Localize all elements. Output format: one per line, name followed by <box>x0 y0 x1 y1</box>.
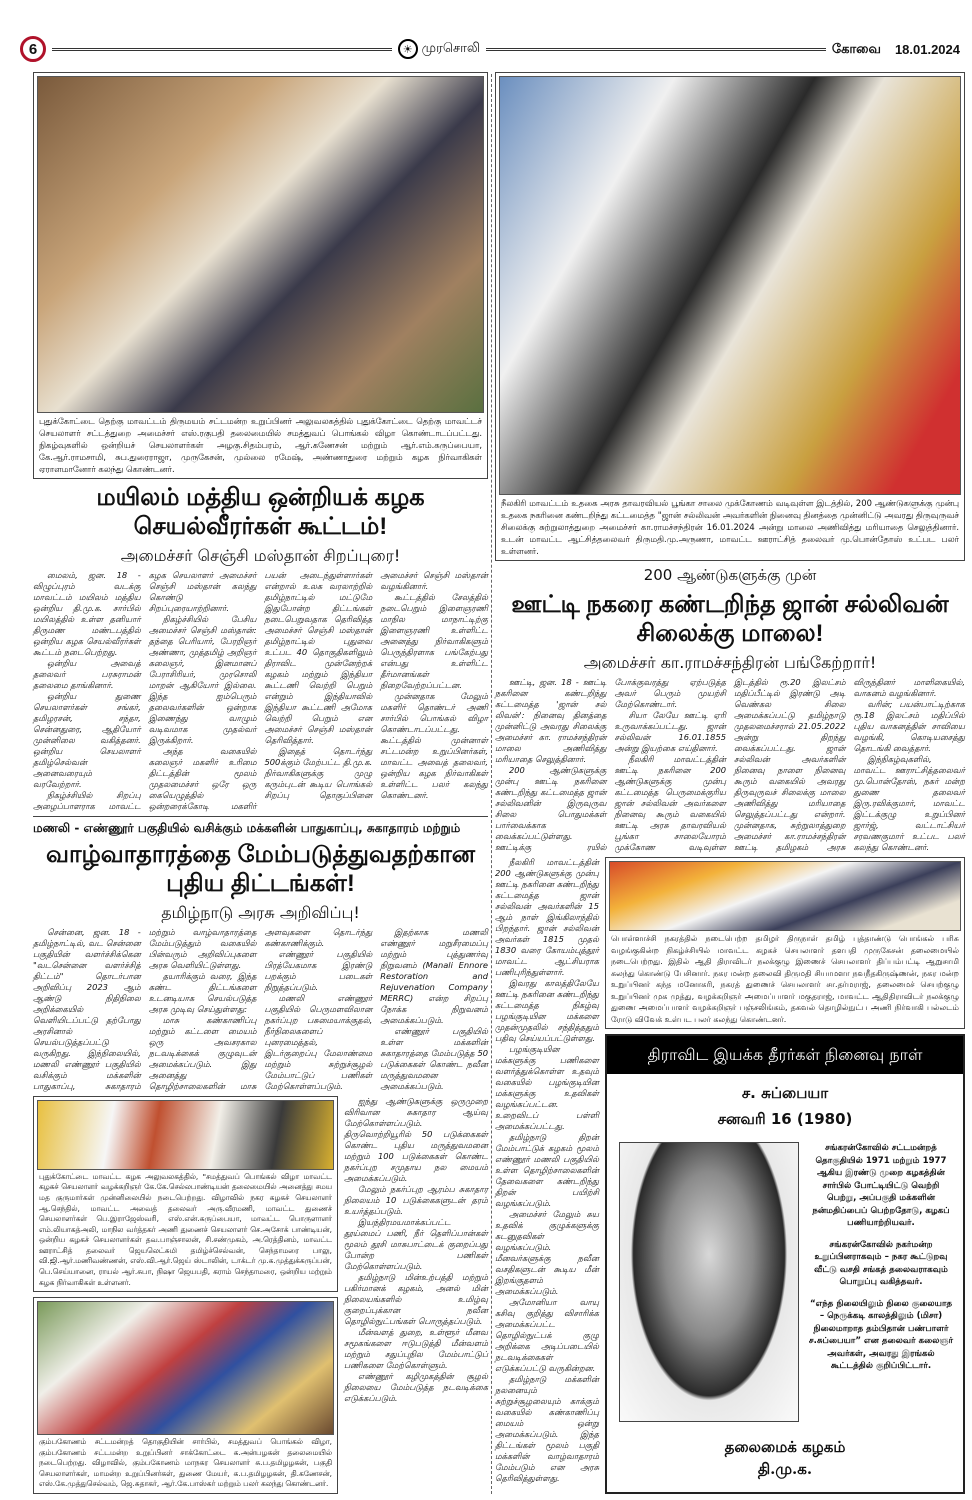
paragraph: மீன்வளத் துறை, உள்ளூர் மீனவ சமூகங்களை ஈடுபடுத்தி மீன்வளம் மற்றும் சதுப்புநில மேம்பாட்டுப் பணிகளை மேற்கொள்ளும். <box>344 1326 488 1370</box>
photo-box-john-sullivan <box>495 72 965 561</box>
memorial-text <box>807 1142 955 1422</box>
paragraph: ஊட்டி, ஜன. 18 - ஊட்டி நகரினை கண்டறிந்து கட்டமைத்த 'ஜான் சல் லிவன்': நினைவு தினத்தை முன்னிட்டு அவரது சிலைக்கு அமைச்சர் கா. ராமச்சந்திரன் மாலை அணிவித்து மரியாதை செலுத்தினார். <box>495 677 607 764</box>
paragraph: தயாரிக்கும் வரை, இந்த கண்ட திட்டங்களை உடனடியாக செயல்படுத்த அரசு முடிவு செய்துள்ளது: <box>148 970 257 1014</box>
photo-box-pongal-pudukkottai <box>33 72 488 479</box>
subheadline: அமைச்சர் கா.ராமச்சந்திரன் பங்கேற்றார்! <box>583 653 877 672</box>
paragraph: வரின்; பயன்பாட்டிற்காக ரூ.18 இலட்சம் மதிப்பில் புதிய வாகனத்தின் சாவியை வழங்கி, கொடியசைத்து தொடங்கி வைத்தார். <box>853 699 965 753</box>
paragraph: இவரது காலத்திலேயே ஊட்டி நகரினை கண்டறிந்து கட்டமைத்த நிகழ்வு பழங்குடியின மக்களை முதன்முதலில் சந்தித்ததும் பதிவு செய்யப்பட்டுள்ளது. <box>495 978 599 1043</box>
page-header <box>20 34 960 64</box>
article-continuation <box>344 1096 488 1495</box>
photo-caption: நீலகிரி மாவட்டம் உதகை அரசு தாவரவியல் பூங்கா சாலை முக்கோணம் வடிவுள்ள இடத்தில், 200 ஆண்டுகளுக்கு முன்பு உதகை நகரினை கண்டறிந்து கட்டமைத்த "ஜான் சல்லிவன் அவர்களின் நினைவு தினத்தை முன்னிட்டு அவரது திருவுருவச் சிலைக்கு சுற்றுலாத்துறை அமைச்சர் கா.ராமச்சந்திரன் 16.01.2024 அன்று மாலை அணிவித்து மரியாதை செலுத்தினார். உடன் மாவட்ட ஆட்சித்தலைவர் திருமதி.மு.அருணா, மாவட்ட ஊராட்சித் தலைவர் மு.பொன்தோஸ் உட்பட பலர் உள்ளனர். <box>501 498 959 556</box>
paragraph: 200 ஆண்டுகளுக்கு முன்பு ஊட்டி நகரினை கண்டறிந்து கட்டமைத்த ஜான் சல்லிவனின் இருவுருவ சிலை பொதுமக்கள் பார்வைக்காக வைக்கப்பட்டுள்ளது. ஊட்டிக்கு ரயில் போக்குவரத்து ஏற்படுத்த அவர் பெரும் முயற்சி மேற்கொண்டார். <box>495 677 726 852</box>
paragraph: நீலகிரி மாவட்டத்தின் 200 ஆண்டுகளுக்கு முன்பு ஊட்டி நகரினை கண்டறிந்து கட்டமைத்த ஜான் சல்லிவன் அவர்களின் 15 ஆம் நாள் இங்கிலாந்தில் பிறந்தார். ஜான் சல்லிவன் அவர்கள் 1815 முதல் 1830 வரை கோயம்புத்தூர் மாவட்ட ஆட்சியராக பணிபுரிந்துள்ளார். <box>495 857 599 977</box>
right-column <box>495 72 965 1494</box>
memorial-box <box>605 1034 965 1494</box>
paragraph: நிகழ்ச்சியில் பேசிய அமைச்சர் செஞ்சி மஸ்தான்: தந்தை பெரியார், பேரறிஞர் அண்ணா, முத்தமிழ் அறிஞர் கலைஞர், இனமானப் பேராசிரியர், முரசொலி மாறன் ஆகியோர் இல்லை. இந்த ஐம்பெரும் தலைவர்களின் ஒன்றாக இணைந்து வாழும் வடிவமாக முதல்வர் இருக்கிறார். <box>148 613 257 745</box>
news-photo <box>37 76 484 413</box>
paragraph: இயந்திரமயமாக்கப்பட்ட தூய்மைப் பணி, நீர் தெளிப்பான்கள் மூலம் தூசி மாசுபாட்டைக் குறைப்பது போன்ற பணிகள் மேற்கொள்ளப்படும். <box>344 1216 488 1271</box>
headline: வாழ்வாதாரத்தை மேம்படுத்துவதற்கான புதிய திட்டங்கள்! <box>45 840 476 897</box>
memorial-name: ச. சுப்பையா <box>741 1084 829 1102</box>
news-photo <box>499 76 961 495</box>
paragraph: மாசு கண்காணிப்பு மற்றும் கட்டளை மையம் ஒரு அவசரகால நடவடிக்கைக் குழுவுடன் அமைக்கப்படும். இது அனைத்து தொழிற்சாலைகளின் மாசு அளவுகளை தொடர்ந்து கண்காணிக்கும். <box>148 926 373 1091</box>
paragraph: சென்னை, ஜன. 18 - தமிழ்நாட்டில், வட சென்னை பகுதியின் வளர்ச்சிக்கென "வடசென்னை வளர்ச்சித் திட்டம்" தொடர்பான அறிவிப்பு 2023 ஆம் ஆண்டு நிதிநிலை அறிக்கையில் வெளியிடப்பட்டு தற்போது அரசினால் செயல்படுத்தப்பட்டு வருகிறது. இந்நிலையில், மணலி எண்ணூர் பகுதியில் வசிக்கும் மக்களின் பாதுகாப்பு, சுகாதாரம் மற்றும் வாழ்வாதாரத்தை மேம்படுத்தும் வகையில் பின்வரும் அறிவிப்புகளை அரசு வெளியிட்டுள்ளது. <box>33 926 257 1091</box>
edition: கோவை <box>831 40 881 56</box>
paragraph: நிகழ்ச்சியில் சிறப்பு அழைப்பாளராக மாவட்ட கழக செயலாளர் அமைச்சர் செஞ்சி மஸ்தான் கலந்து கொண்டு சிறப்புரையாற்றினார். <box>33 569 257 811</box>
divider <box>486 48 826 51</box>
photo-caption: பொள்ளாச்சி நகரத்தில் நடைபெற்ற தமிழர் திருநாள் தமிழ் புத்தாண்டு பொங்கல் பரிசு வழங்குகின்ற நிகழ்ச்சியில் மாவட்ட கழகச் செயலாளர் தளபதி முருகேசன் தலைமையில் நடைபெற்றது. இதில் ஆதி திராவிடர் நலக்குழு இணைச் செயலாளர் திப்பம்பட்டி ஆறுசாமி கலந்து கொண்டு பேசினார். நகர மன்ற தலைவி திருமதி சியாமளா நவநீதகிருஷ்ணன், நகர மன்ற உறுப்பினர் கந்த மனோகரி, நகரத் துணைச் செயலாளர் சா.தர்மராஜ், தலைமைச் செயற்குழு உறுப்பினர் முக முத்து, வழக்கறிஞர் அமைப்பாளர் மகுதராஜ், மாவட்ட ஆதிதிராவிடர் நலக்குழு துணை அமைப்பாளர் வழக்கறிஞர் பஞ்சலிங்கம், தகவல் தொழில்நுட்ப அணி நிர்வாகி பல்லடம் ரோடு விவேக் உள்பட பலர் கலந்து கொண்டனர். <box>611 934 959 1024</box>
column-divider <box>491 74 492 1494</box>
paragraph: நீலகிரி மாவட்டத்தின் ஊட்டி நகரினை 200 ஆண்டுகளுக்கு முன்பு கட்டமைத்த பெருமைக்குரிய ஜான் சல்லிவன் அவர்களை நினைவு கூரும் வகையில் ஊட்டி அரசு தாவரவியல் பூங்கா சாலையோரம் முக்கோண வடிவுள்ள இடத்தில் ரூ.20 இலட்சம் மதிப்பீட்டில் இரண்டு அடி வெண்கல சிலை அமைக்கப்பட்டு தமிழ்நாடு முதலமைச்சரால் 21.05.2022 அன்று திறந்து வைக்கப்பட்டது. ஜான் சல்லிவன் அவர்களின் நினைவு நாளை நினைவு கூரும் வகையில் அவரது திருவுருவச் சிலைக்கு மாலை அணிவித்து மரியாதை செலுத்தப்பட்டது என்றார். முன்னதாக, சுற்றுலாத்துறை அமைச்சர் கா.ராமச்சந்திரன் ஊட்டி தமிழகம் அரசு விருந்தினர் மாளிகையில், வாகனம் வழங்கினார். <box>614 677 965 852</box>
subheadline: அமைச்சர் செஞ்சி மஸ்தான் சிறப்புரை! <box>120 545 401 565</box>
divider <box>52 48 392 51</box>
bottom-right-section <box>495 857 965 1494</box>
photo-caption: கும்பகோணம் சட்டமன்றத் தொகுதியின் சார்பில், சமத்துவப் பொங்கல் விழா, கும்பகோணம் சட்டமன்ற உறுப்பினர் சாக்கோட்டை க.அன்பழகன் தலைமையில் நடைபெற்றது. விழாவில், கும்பகோணம் மாநகர செயலாளர் சு.ப.தமிழழகன், பகுதி செயலாளர்கள், மாமன்ற உறுப்பினர்கள், துணை மேயர், க.ப.தமிழழகன், தி.கணேசன், எஸ்.கே.முத்துசெல்வம், ஜெ.சுதாகர், ஆர்.கே.பாஸ்கர் மற்றும் பலர் கலந்து கொண்டனர். <box>39 1437 332 1489</box>
article-continuation <box>495 857 599 1494</box>
paragraph: ஐந்து ஆண்டுகளுக்கு ஒருமுறை விரிவான சுகாதார ஆய்வு மேற்கொள்ளப்படும். திருவொற்றியூரில் 50 படுக்கைகள் கொண்ட புதிய மருத்துவமனை மற்றும் 100 படுக்கைகள் கொண்ட நகர்ப்புற சமுதாய நல மையம் அமைக்கப்படும். <box>344 1095 488 1183</box>
paragraph: தமிழ்நாடு மின்உற்பத்தி மற்றும் பகிர்மானக் கழகம், அனல் மின் நிலையங்களில் உமிழ்வு குறைப்புக்கான நவீன தொழில்நுட்பங்கள் பொருத்தப்படும். <box>344 1271 488 1326</box>
memorial-date: சனவரி 16 (1980) <box>717 1110 853 1128</box>
paragraph: அமோனியா வாயு கசிவு குறித்து விசாரிக்க அமைக்கப்பட்ட தொழில்நுட்பக் குழு அறிக்கை அடிப்படையில் நடவடிக்கைகள் எடுக்கப்பட்டு வருகின்றன. <box>495 1297 599 1373</box>
left-column <box>33 72 488 1494</box>
photo-stack <box>33 1096 338 1495</box>
masthead-title: முரசொலி <box>421 41 481 56</box>
paragraph: ஒன்றிய அவைத் தலைவர் பரசுராமன் தலைமை தாங்கினார். <box>33 657 141 690</box>
rising-sun-logo-icon: ☀ <box>398 39 418 59</box>
news-photo <box>37 1100 334 1170</box>
kicker: 200 ஆண்டுகளுக்கு முன் <box>643 566 817 584</box>
paragraph: அந்த வகையில் கலைஞர் மகளிர் உரிமை திட்டத்தின் மூலம் முதலமைச்சர் ஒரே ஒரு கையெழுத்தில் ஒன்றரைக்கோடி மகளிர் பயன் அடைந்துள்ளார்கள் என்றால் உலக வரலாற்றில் தமிழ்நாட்டில் மட்டுமே இதுபோன்ற திட்டங்கள் நடைபெறுவதாக தெரிவித்த அமைச்சர் செஞ்சி மஸ்தான் தமிழ்நாட்டில் புதுவை உட்பட 40 தொகுதிகளிலும் திராவிட முன்னேற்றக் கழகம் மற்றும் இந்தியா கூட்டணி வெற்றி பெறும் என்றும் இந்தியாவில் இந்தியா கூட்டணி அமோக வெற்றி பெறும் என அமைச்சர் செஞ்சி மஸ்தான் தெரிவித்தார். <box>148 569 373 811</box>
paragraph: மணலி எண்ணூர் பகுதியில் பெருமளவிலான நகர்ப்புற பசுமையாக்குதல், நீர்நிலைகளைப் புனரமைத்தல், இடர்குறைப்பு மேலாண்மை மற்றும் சுற்றுச்சூழல் மேம்பாட்டுப் பணிகள் மேற்கொள்ளப்படும். <box>264 992 373 1091</box>
paragraph: பழங்குடியின மக்களுக்கு பணிகளை வளர்த்துக்கொள்ள உதவும் வகையில் பழங்குடியின மக்களுக்கு உதவிகள் வழங்கப்பட்டன. உறைவிடப் பள்ளி அமைக்கப்பட்டது. <box>495 1044 599 1131</box>
footer-line: தி.மு.க. <box>757 1460 813 1478</box>
paragraph: கூட்டத்தில் சேலத்தில் நடைபெறும் இளைஞரணி மாநில மாநாட்டிற்கு இளைஞரணி உள்ளிட்ட அனைத்து நிர்வாகிகளும் பெருந்திரளாக பங்கேற்பது என்பது உள்ளிட்ட தீர்மானங்கள் நிறைவேற்றப்பட்டன. <box>380 591 488 690</box>
paragraph: எண்ணூர் கழிமுகத்தின் சூழல் நிலையை மேம்படுத்த நடவடிக்கை எடுக்கப்படும். <box>344 1370 488 1403</box>
masthead <box>398 39 481 59</box>
paragraph: எண்ணூர் பகுதியில் பிரத்யேகமாக இரண்டு பறக்கும் படைகள் நிறுத்தப்படும். <box>264 948 373 992</box>
memorial-footer <box>607 1422 963 1492</box>
kicker: மணலி - எண்ணூர் பகுதியில் வசிக்கும் மக்களின் பாதுகாப்பு, சுகாதாரம் மற்றும் <box>33 816 488 836</box>
paragraph: சியா லேயே ஊட்டி ஏரி உருவாக்கப்பட்டது. ஜான் சல்லிவன் 16.01.1855 அன்று இயற்கை எய்தினார். <box>614 710 726 753</box>
news-photo <box>37 1301 334 1435</box>
paragraph: இந்நிகழ்வுகளில், மாவட்ட ஊராட்சித்தலைவர் மு.பொன்தோஸ், நகர் மன்ற துணை தலைவர் இரு.ரவிக்குமார், மாவட்ட இட்டக்குழு உறுப்பினர் ஜார்ஜ், வட்டாட்சியர் சரவணகுமார் உட்பட பலர் கலந்து கொண்டனர். <box>853 754 965 852</box>
article-body <box>495 677 965 853</box>
photo-box-kumbakonam-pongal <box>33 1297 338 1494</box>
photo-box-pollachi <box>605 857 965 1029</box>
headline: மயிலம் மத்திய ஒன்றியக் கழக செயல்வீரர்கள் கூட்டம்! <box>96 483 425 540</box>
memorial-title: திராவிட இயக்க தீரர்கள் நினைவு நாள் <box>607 1036 963 1074</box>
portrait-photo <box>619 1142 799 1422</box>
paragraph: முன்னதாக மேலும் மகளிர் தொண்டர் அணி சார்பில் பொங்கல் விழா கொண்டாடப்பட்டது. கூட்டத்தில் முன்னாள் சட்டமன்ற உறுப்பினர்கள், மாவட்ட அவைத் தலைவர், ஒன்றிய கழக நிர்வாகிகள் உள்ளிட்ட பலர் கலந்து கொண்டனர். <box>380 690 488 800</box>
paragraph: ஒன்றிய துணை செயலாளர்கள் சங்கர், தமிழரசன், சந்தா, சென்னதுரை, ஆதியோர் முன்னிலை வகித்தனர். ஒன்றிய செயலாளர் தமிழ்செல்வன் அனைவரையும் வரவேற்றார். <box>33 690 141 789</box>
paragraph: சங்கரன்கோவில் நகர்மன்ற உறுப்பினராகவும் – நகர கூட்டுறவு வீட்டு வசதி சங்கத் தலைவராகவும் பொறுப்பு வகித்தவர். <box>814 1239 948 1287</box>
paragraph: மேலும் நகர்ப்புற ஆரம்ப சுகாதார நிலையம் 10 படுக்கைகளுடன் தரம் உயர்த்தப்படும். <box>344 1183 488 1216</box>
paragraph: சங்கரன்கோவில் சட்டமன்றத் தொகுதியில் 1971 மற்றும் 1977 ஆகிய இரண்டு முறை கழகத்தின் சார்பில் போட்டியிட்டு வெற்றி பெற்று, அப்பகுதி மக்களின் நன்மதிப்பைப் பெற்றதோடு, கழகப் பணியாற்றியவர். <box>812 1143 950 1228</box>
photo-caption: புதுக்கோட்டை மாவட்ட கழக அலுவலகத்தில், "சமத்துவப் பொங்கல் விழா மாவட்ட கழகச் செயலாளர் வழக்கறிஞர் கே.கே.செல்லபாண்டியன் தலைமையில் அனைத்து சமய மத குருமார்கள் முன்னிலையில் நடைபெற்றது. விழாவில் நகர கழகச் செயலாளர் ஆ.செந்தில், மாவட்ட அவைத் தலைவர் அரு.வீரமணி, மாவட்ட துணைச் செயலாளர்கள் பெ.இராஜேஸ்வரி, எஸ்.என்.கருப்பையா, மாவட்ட பொருளாளர் எம்.லியாகத்அலி, மாநில வர்த்தகர் அணி துணைச் செயலாளர் செ.அசோக் பாண்டியன், ஒன்றிய கழகச் செயலாளர்கள் தவ.பாஞ்சாலன், சி.சண்முகம், அ.ரெத்தினம், மாவட்ட ஊராட்சித் தலைவர் ஜெயலெட்சுமி தமிழ்ச்செல்வன், செந்தாமரை பாலு, வி.ஜி.ஆர்.மணிவண்ணன், எஸ்.வி.ஆர்.ஜெய் ஸ்டாலின், டாக்டர் மு.க.முத்துக்கருப்பன், பெ.செய்யானை, ராயல் ஆர்.சுபா, நிஷா ஜெயபதி, கராம் செந்தாமரை, ஒன்றிய மற்றும் கழக நிர்வாகிகள் உள்ளனர். <box>39 1171 332 1287</box>
paragraph: தமிழ்நாடு திறன் மேம்பாட்டுக் கழகம் மூலம் எண்ணூர் மணலி பகுதியில் உள்ள தொழிற்சாலைகளின் தேவைகளை கண்டறிந்து திறன் பயிற்சி வழங்கப்படும். <box>495 1132 599 1208</box>
bottom-left-section <box>33 1096 488 1495</box>
subheadline: தமிழ்நாடு அரசு அறிவிப்பு! <box>161 902 360 922</box>
paragraph: “எந்த நிலையிலும் நிலை குலையாத – நெருக்கடி காலத்திலும் (மிசா) நிலைமாறாத தம்பிதான் பண்பாளர் ச.சுப்பையா” என தலைவர் கலைஞர் அவர்கள், அவரது இரங்கல் கூட்டத்தில் குறிப்பிட்டார். <box>808 1298 954 1371</box>
paragraph: மைலம், ஜன. 18 - விழுப்புரம் வடக்கு மாவட்டம் மயிலம் மத்திய ஒன்றிய தி.மு.க. சார்பில் மயிலத்தில் உள்ள தனியார் திருமண மண்டபத்தில் ஒன்றிய கழக செயல்வீரர்கள் கூட்டம் நடைபெற்றது. <box>33 569 141 657</box>
memorial-body <box>607 1130 963 1422</box>
issue-date: 18.01.2024 <box>894 41 961 57</box>
photo-caption: புதுக்கோட்டை தெற்கு மாவட்டம் திருமயம் சட்டமன்ற உறுப்பினர் அலுவலகத்தில் புதுக்கோட்டை தெற்கு மாவட்டச் செயலாளர் சட்டத்துறை அமைச்சர் எஸ்.ரகுபதி தலைமையில் சமத்துவப் பொங்கல் விழா கொண்டாடப்பட்டது. நிகழ்வுகளில் ஒன்றியச் செயலாளர்கள் அழகு.சிதம்பரம், ஆர்.கணேசன் மற்றும் ஆர்.எம்.கருப்பையா, கே.ஆர்.ராமசாமி, சுப.துரைராஜா, முருகேசன், முல்லை ரமேஷ், அண்ணாதுரை மற்றும் கழக நிர்வாகிகள் ஏராளமானோர் கலந்து கொண்டனர். <box>39 415 482 474</box>
paragraph: அமைச்சர் மேலும் சுய உதவிக் குழுக்களுக்கு கடனுதவிகள் வழங்கப்படும். மீனவர்களுக்கு நவீன வசதிகளுடன் கூடிய மீன் இறங்குதளம் அமைக்கப்படும். <box>495 1209 599 1296</box>
right-stack <box>605 857 965 1494</box>
photo-box-pudukkottai-pongal <box>33 1096 338 1293</box>
paragraph: எண்ணூர் பகுதியில் உள்ள மக்களின் சுகாதாரத்தை மேம்படுத்த 50 படுக்கைகள் கொண்ட நவீன மருத்துவமனை அமைக்கப்படும். <box>380 1025 488 1091</box>
paragraph: இதைத் தொடர்ந்து 500க்கும் மேற்பட்ட தி.மு.க. நிர்வாகிகளுக்கு முழு கரும்புடன் கூடிய பொங்கல் சிறப்பு தொகுப்பினை அமைச்சர் செஞ்சி மஸ்தான் வழங்கினார். <box>264 569 488 800</box>
news-photo <box>609 861 961 931</box>
paragraph: தமிழ்நாடு மக்களின் நலனையும் சுற்றுச்சூழலையும் காக்கும் வகையில் கண்காணிப்பு மையம் ஒன்று அமைக்கப்படும். இந்த திட்டங்கள் மூலம் பகுதி மக்களின் வாழ்வாதாரம் மேம்படும் என அரசு தெரிவித்துள்ளது. <box>495 1374 599 1483</box>
paragraph: இதற்காக மணலி எண்ணூர் மறுசீரமைப்பு மற்றும் புத்துணர்வு நிறுவனம் (Manali Ennore Restoration and Rejuvenation Company MERRC) என்ற சிறப்பு நோக்க நிறுவனம் அமைக்கப்படும். <box>380 926 488 1025</box>
footer-line: தலைமைக் கழகம் <box>724 1438 846 1456</box>
headline: ஊட்டி நகரை கண்டறிந்த ஜான் சல்லிவன் சிலைக்கு மாலை! <box>511 591 949 647</box>
article-body <box>33 927 488 1092</box>
article-body <box>33 570 488 812</box>
page-number: 6 <box>20 36 46 62</box>
